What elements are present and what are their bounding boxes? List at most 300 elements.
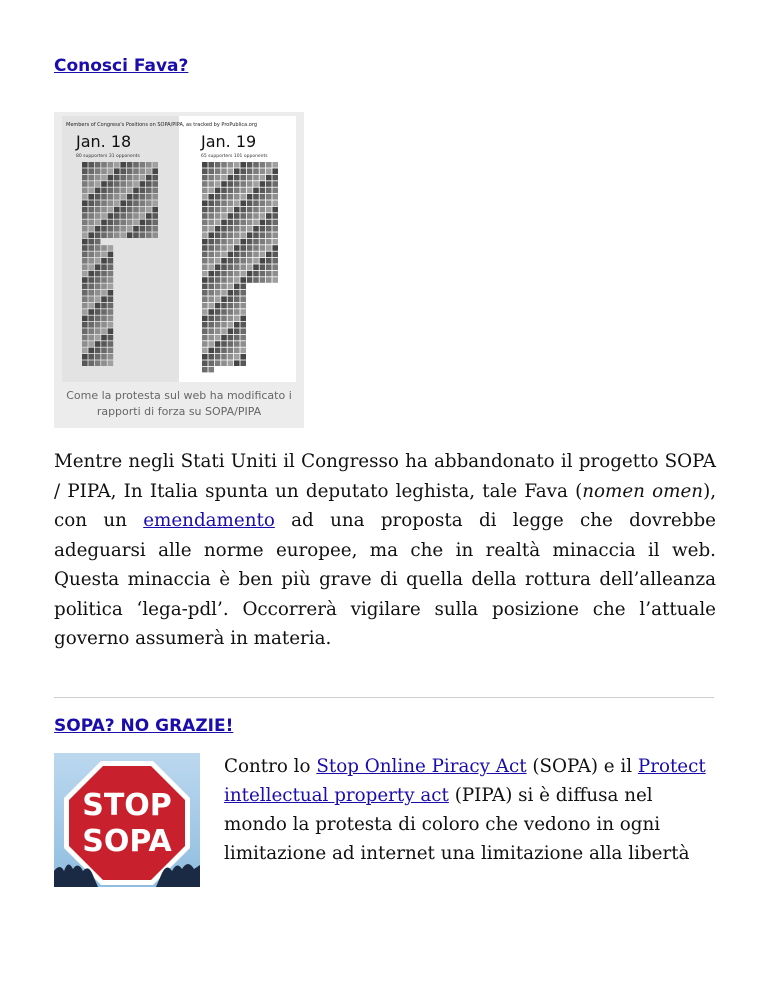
portrait-thumbnail (272, 213, 278, 219)
portrait-thumbnail (260, 168, 266, 174)
portrait-thumbnail (215, 341, 221, 347)
portrait-thumbnail (228, 232, 234, 238)
portrait-thumbnail (95, 328, 101, 334)
portrait-thumbnail (234, 168, 240, 174)
portrait-thumbnail (108, 213, 114, 219)
portrait-thumbnail (202, 284, 208, 290)
portrait-thumbnail (253, 207, 259, 213)
portrait-thumbnail (95, 220, 101, 226)
portrait-thumbnail (266, 264, 272, 270)
portrait-thumbnail (221, 264, 227, 270)
portrait-thumbnail (120, 207, 126, 213)
portrait-thumbnail (82, 220, 88, 226)
portrait-thumbnail (234, 341, 240, 347)
portrait-thumbnail (146, 181, 152, 187)
portrait-thumbnail (133, 168, 139, 174)
post2-body-text-2: (SOPA) e il (526, 756, 638, 777)
portrait-thumbnail (228, 181, 234, 187)
portrait-thumbnail (272, 258, 278, 264)
portrait-thumbnail (221, 200, 227, 206)
portrait-thumbnail (202, 194, 208, 200)
portrait-thumbnail (152, 181, 158, 187)
portrait-thumbnail (101, 271, 107, 277)
portrait-thumbnail (140, 181, 146, 187)
portrait-thumbnail (208, 181, 214, 187)
portrait-thumbnail (101, 207, 107, 213)
portrait-thumbnail (108, 322, 114, 328)
portrait-thumbnail (82, 271, 88, 277)
portrait-thumbnail (221, 290, 227, 296)
portrait-thumbnail (240, 200, 246, 206)
portrait-thumbnail (247, 245, 253, 251)
portrait-thumbnail (108, 200, 114, 206)
portrait-thumbnail (114, 213, 120, 219)
portrait-thumbnail (101, 226, 107, 232)
portrait-thumbnail (240, 245, 246, 251)
portrait-thumbnail (202, 213, 208, 219)
portrait-thumbnail (215, 258, 221, 264)
stop-sign-icon (54, 753, 200, 887)
portrait-thumbnail (133, 194, 139, 200)
portrait-thumbnail (82, 252, 88, 258)
portrait-thumbnail (215, 239, 221, 245)
portrait-thumbnail (140, 162, 146, 168)
portrait-thumbnail (266, 277, 272, 283)
portrait-thumbnail (127, 207, 133, 213)
portrait-thumbnail (202, 348, 208, 354)
portrait-thumbnail (208, 322, 214, 328)
portrait-thumbnail (88, 360, 94, 366)
portrait-thumbnail (228, 341, 234, 347)
portrait-thumbnail (127, 213, 133, 219)
portrait-thumbnail (88, 322, 94, 328)
portrait-thumbnail (120, 200, 126, 206)
portrait-thumbnail (208, 226, 214, 232)
portrait-thumbnail (260, 220, 266, 226)
portrait-thumbnail (208, 213, 214, 219)
portrait-thumbnail (272, 239, 278, 245)
portrait-thumbnail (247, 258, 253, 264)
portrait-thumbnail (234, 226, 240, 232)
post-title-sopa-no-grazie[interactable]: SOPA? NO GRAZIE! (54, 716, 234, 736)
portrait-thumbnail (140, 213, 146, 219)
portrait-thumbnail (88, 213, 94, 219)
portrait-thumbnail (95, 162, 101, 168)
portrait-thumbnail (221, 303, 227, 309)
portrait-thumbnail (234, 348, 240, 354)
portrait-thumbnail (88, 245, 94, 251)
portrait-thumbnail (208, 277, 214, 283)
portrait-thumbnail (108, 296, 114, 302)
portrait-thumbnail (228, 207, 234, 213)
portrait-thumbnail (133, 232, 139, 238)
portrait-thumbnail (215, 226, 221, 232)
portrait-thumbnail (208, 309, 214, 315)
portrait-thumbnail (266, 200, 272, 206)
portrait-thumbnail (88, 271, 94, 277)
portrait-thumbnail (228, 360, 234, 366)
portrait-thumbnail (221, 322, 227, 328)
portrait-thumbnail (95, 226, 101, 232)
portrait-thumbnail (95, 290, 101, 296)
portrait-thumbnail (272, 264, 278, 270)
post-title-conosci-fava[interactable]: Conosci Fava? (54, 56, 189, 76)
portrait-thumbnail (82, 194, 88, 200)
portrait-thumbnail (108, 258, 114, 264)
portrait-thumbnail (88, 264, 94, 270)
portrait-thumbnail (272, 175, 278, 181)
portrait-thumbnail (272, 207, 278, 213)
portrait-thumbnail (240, 316, 246, 322)
portrait-thumbnail (247, 226, 253, 232)
portrait-thumbnail (266, 207, 272, 213)
portrait-thumbnail (146, 168, 152, 174)
portrait-thumbnail (140, 188, 146, 194)
portrait-thumbnail (82, 309, 88, 315)
portrait-thumbnail (95, 335, 101, 341)
portrait-thumbnail (95, 168, 101, 174)
portrait-thumbnail (133, 213, 139, 219)
portrait-thumbnail (202, 354, 208, 360)
portrait-thumbnail (101, 245, 107, 251)
portrait-thumbnail (152, 226, 158, 232)
portrait-thumbnail (108, 181, 114, 187)
portrait-thumbnail (146, 213, 152, 219)
portrait-thumbnail (208, 220, 214, 226)
portrait-thumbnail (215, 316, 221, 322)
portrait-thumbnail (234, 175, 240, 181)
portrait-thumbnail (247, 264, 253, 270)
portrait-thumbnail (208, 296, 214, 302)
portrait-thumbnail (133, 200, 139, 206)
portrait-thumbnail (247, 194, 253, 200)
portrait-thumbnail (88, 277, 94, 283)
portrait-thumbnail (240, 162, 246, 168)
portrait-thumbnail (253, 168, 259, 174)
portrait-thumbnail (272, 188, 278, 194)
portrait-thumbnail (234, 239, 240, 245)
portrait-thumbnail (202, 360, 208, 366)
portrait-thumbnail (221, 252, 227, 258)
portrait-thumbnail (240, 194, 246, 200)
portrait-thumbnail (108, 335, 114, 341)
portrait-thumbnail (127, 175, 133, 181)
portrait-thumbnail (108, 207, 114, 213)
portrait-thumbnail (95, 303, 101, 309)
portrait-thumbnail (95, 296, 101, 302)
portrait-thumbnail (221, 232, 227, 238)
portrait-thumbnail (260, 271, 266, 277)
portrait-thumbnail (240, 354, 246, 360)
portrait-thumbnail (152, 220, 158, 226)
portrait-thumbnail (208, 316, 214, 322)
portrait-thumbnail (101, 194, 107, 200)
portrait-thumbnail (215, 181, 221, 187)
portrait-thumbnail (202, 264, 208, 270)
portrait-thumbnail (215, 207, 221, 213)
portrait-thumbnail (228, 258, 234, 264)
portrait-thumbnail (215, 252, 221, 258)
portrait-thumbnail (240, 271, 246, 277)
portrait-thumbnail (101, 188, 107, 194)
portrait-thumbnail (108, 284, 114, 290)
portrait-thumbnail (202, 181, 208, 187)
portrait-thumbnail (101, 322, 107, 328)
portrait-thumbnail (240, 252, 246, 258)
portrait-thumbnail (108, 328, 114, 334)
figure-sub-left: 80 supporters 31 opponents (76, 154, 140, 159)
portrait-thumbnail (221, 175, 227, 181)
portrait-thumbnail (266, 258, 272, 264)
portrait-thumbnail (208, 328, 214, 334)
pipa-act-link[interactable]: Protect intellectual property act (224, 756, 706, 806)
portrait-thumbnail (234, 303, 240, 309)
portrait-thumbnail (228, 284, 234, 290)
portrait-thumbnail (240, 175, 246, 181)
portrait-thumbnail (272, 220, 278, 226)
portrait-thumbnail (221, 354, 227, 360)
portrait-thumbnail (247, 168, 253, 174)
portrait-thumbnail (88, 181, 94, 187)
portrait-thumbnail (221, 181, 227, 187)
portrait-thumbnail (127, 188, 133, 194)
portrait-thumbnail (228, 264, 234, 270)
portrait-thumbnail (101, 258, 107, 264)
portrait-thumbnail (234, 290, 240, 296)
portrait-thumbnail (133, 162, 139, 168)
portrait-thumbnail (120, 226, 126, 232)
portrait-thumbnail (260, 245, 266, 251)
post1-body-text-3: ad una proposta di legge che dovrebbe adeguarsi alle norme europee, ma che in realtà minaccia il web. Questa minaccia è ben più grave di quella della rottura dell’alleanza politica ‘lega-pdl’. Occorrerà vigilare sulla posizione che l’attuale governo assumerà in materia. (54, 510, 716, 649)
portrait-thumbnail (240, 168, 246, 174)
portrait-thumbnail (140, 175, 146, 181)
portrait-thumbnail (221, 284, 227, 290)
portrait-thumbnail (82, 207, 88, 213)
portrait-thumbnail (215, 284, 221, 290)
portrait-thumbnail (240, 309, 246, 315)
portrait-thumbnail (208, 188, 214, 194)
portrait-thumbnail (247, 252, 253, 258)
portrait-thumbnail (221, 316, 227, 322)
portrait-thumbnail (228, 168, 234, 174)
portrait-thumbnail (114, 168, 120, 174)
portrait-thumbnail (120, 220, 126, 226)
portrait-thumbnail (202, 188, 208, 194)
portrait-thumbnail (247, 239, 253, 245)
portrait-thumbnail (228, 303, 234, 309)
portrait-thumbnail (108, 303, 114, 309)
portrait-thumbnail (234, 316, 240, 322)
portrait-thumbnail (208, 284, 214, 290)
portrait-thumbnail (108, 252, 114, 258)
portrait-thumbnail (221, 360, 227, 366)
portrait-thumbnail (82, 348, 88, 354)
figure-caption: Come la protesta sul web ha modificato i rapporti di forza su SOPA/PIPA (66, 389, 292, 418)
portrait-thumbnail (234, 284, 240, 290)
portrait-thumbnail (202, 245, 208, 251)
portrait-thumbnail (240, 232, 246, 238)
portrait-thumbnail (247, 207, 253, 213)
portrait-thumbnail (88, 175, 94, 181)
portrait-thumbnail (234, 232, 240, 238)
portrait-thumbnail (266, 213, 272, 219)
portrait-thumbnail (101, 162, 107, 168)
portrait-thumbnail (127, 220, 133, 226)
portrait-thumbnail (215, 309, 221, 315)
portrait-thumbnail (253, 200, 259, 206)
portrait-thumbnail (95, 188, 101, 194)
emendamento-link[interactable]: emendamento (143, 510, 275, 531)
portrait-thumbnail (240, 322, 246, 328)
portrait-thumbnail (114, 232, 120, 238)
portrait-thumbnail (202, 175, 208, 181)
portrait-thumbnail (95, 277, 101, 283)
portrait-thumbnail (82, 296, 88, 302)
portrait-thumbnail (272, 277, 278, 283)
portrait-thumbnail (114, 226, 120, 232)
portrait-thumbnail (266, 232, 272, 238)
portrait-thumbnail (108, 220, 114, 226)
portrait-thumbnail (240, 341, 246, 347)
portrait-thumbnail (82, 284, 88, 290)
portrait-thumbnail (120, 175, 126, 181)
portrait-thumbnail (208, 367, 214, 373)
portrait-thumbnail (88, 162, 94, 168)
portrait-thumbnail (152, 194, 158, 200)
post1-body (54, 447, 716, 654)
portrait-grid (62, 116, 296, 382)
portrait-thumbnail (266, 181, 272, 187)
portrait-thumbnail (260, 213, 266, 219)
portrait-thumbnail (240, 207, 246, 213)
portrait-thumbnail (228, 277, 234, 283)
portrait-thumbnail (228, 200, 234, 206)
portrait-thumbnail (208, 162, 214, 168)
portrait-thumbnail (114, 220, 120, 226)
portrait-thumbnail (202, 367, 208, 373)
portrait-thumbnail (247, 162, 253, 168)
portrait-thumbnail (95, 213, 101, 219)
portrait-thumbnail (88, 220, 94, 226)
portrait-thumbnail (82, 239, 88, 245)
portrait-thumbnail (88, 290, 94, 296)
portrait-thumbnail (247, 188, 253, 194)
stop-sopa-image (54, 753, 200, 887)
portrait-thumbnail (215, 194, 221, 200)
portrait-thumbnail (215, 245, 221, 251)
sopa-act-link[interactable]: Stop Online Piracy Act (316, 756, 527, 777)
portrait-thumbnail (228, 245, 234, 251)
portrait-thumbnail (253, 258, 259, 264)
portrait-thumbnail (108, 194, 114, 200)
portrait-thumbnail (127, 162, 133, 168)
portrait-thumbnail (234, 264, 240, 270)
portrait-thumbnail (88, 284, 94, 290)
portrait-thumbnail (140, 226, 146, 232)
portrait-thumbnail (146, 226, 152, 232)
portrait-thumbnail (133, 188, 139, 194)
portrait-thumbnail (247, 200, 253, 206)
portrait-thumbnail (215, 303, 221, 309)
portrait-thumbnail (88, 316, 94, 322)
portrait-thumbnail (202, 335, 208, 341)
portrait-thumbnail (234, 322, 240, 328)
portrait-thumbnail (108, 341, 114, 347)
portrait-thumbnail (215, 360, 221, 366)
portrait-thumbnail (266, 188, 272, 194)
portrait-thumbnail (221, 226, 227, 232)
portrait-thumbnail (208, 232, 214, 238)
portrait-thumbnail (82, 258, 88, 264)
portrait-thumbnail (146, 232, 152, 238)
portrait-thumbnail (108, 271, 114, 277)
portrait-thumbnail (208, 341, 214, 347)
portrait-thumbnail (228, 213, 234, 219)
portrait-thumbnail (95, 354, 101, 360)
portrait-thumbnail (221, 162, 227, 168)
portrait-thumbnail (95, 232, 101, 238)
portrait-thumbnail (133, 175, 139, 181)
portrait-thumbnail (228, 271, 234, 277)
portrait-thumbnail (114, 162, 120, 168)
portrait-thumbnail (228, 226, 234, 232)
portrait-thumbnail (260, 162, 266, 168)
portrait-thumbnail (101, 296, 107, 302)
portrait-thumbnail (202, 220, 208, 226)
portrait-thumbnail (120, 162, 126, 168)
portrait-thumbnail (260, 194, 266, 200)
portrait-thumbnail (127, 168, 133, 174)
portrait-thumbnail (260, 264, 266, 270)
portrait-thumbnail (253, 220, 259, 226)
figure-date-right: Jan. 19 (201, 132, 257, 151)
portrait-thumbnail (234, 162, 240, 168)
portrait-thumbnail (247, 277, 253, 283)
portrait-thumbnail (234, 271, 240, 277)
portrait-thumbnail (253, 181, 259, 187)
portrait-thumbnail (127, 232, 133, 238)
portrait-thumbnail (208, 354, 214, 360)
portrait-thumbnail (221, 309, 227, 315)
portrait-thumbnail (221, 213, 227, 219)
portrait-thumbnail (228, 175, 234, 181)
portrait-thumbnail (202, 162, 208, 168)
portrait-thumbnail (114, 194, 120, 200)
portrait-thumbnail (202, 200, 208, 206)
portrait-thumbnail (101, 316, 107, 322)
portrait-thumbnail (152, 213, 158, 219)
portrait-thumbnail (108, 188, 114, 194)
portrait-thumbnail (140, 194, 146, 200)
portrait-thumbnail (221, 341, 227, 347)
portrait-thumbnail (240, 335, 246, 341)
portrait-thumbnail (215, 348, 221, 354)
portrait-thumbnail (82, 303, 88, 309)
portrait-thumbnail (272, 162, 278, 168)
portrait-thumbnail (101, 232, 107, 238)
portrait-thumbnail (228, 188, 234, 194)
portrait-thumbnail (215, 200, 221, 206)
portrait-thumbnail (215, 162, 221, 168)
portrait-thumbnail (95, 264, 101, 270)
portrait-thumbnail (108, 162, 114, 168)
portrait-thumbnail (101, 200, 107, 206)
portrait-thumbnail (202, 207, 208, 213)
portrait-thumbnail (208, 200, 214, 206)
portrait-thumbnail (228, 348, 234, 354)
portrait-thumbnail (82, 168, 88, 174)
portrait-thumbnail (240, 213, 246, 219)
